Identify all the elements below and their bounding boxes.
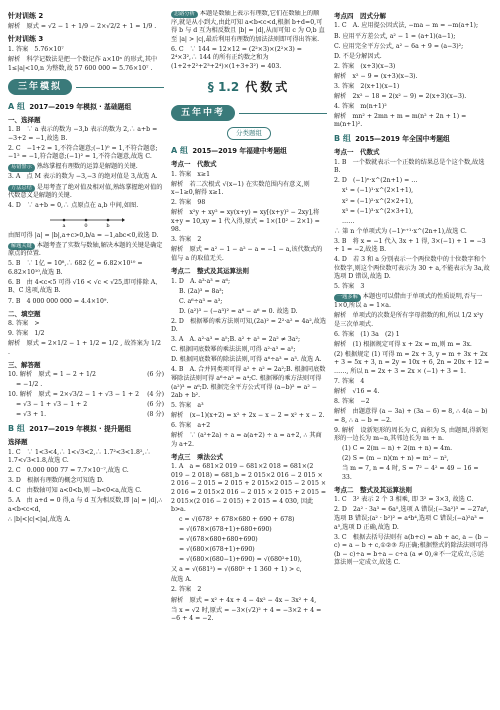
number-line-label: 0	[84, 223, 88, 229]
divider	[76, 87, 164, 88]
text-line: 2. D (−1)ⁿ·x^(2n+1) = …	[334, 177, 418, 185]
text-line: 解析 ∵ (a²+2a) ÷ a = a(a+2) ÷ a = a+2, ∴ 其商为 a+2.	[171, 432, 322, 448]
text-line: 7. 答案 4	[334, 377, 365, 385]
text-line: 8. 答案 −2	[334, 398, 370, 405]
topic-heading: 考点二 整式及其运算法则	[171, 267, 249, 276]
topic-heading: 考点二 整式及其运算法则	[334, 485, 412, 494]
text-line: 1. A a = 681×2 019 − 681×2 018 = 681×(2 019 − 2 018) = 681,b = 2 015×2 016 − 2 015 × 2 016 − 2 015 = 2 015 + 2 015×2 015 − 2 015 × 2 016 = 2 015×2 016 − 2 015 × 2 015 + 2 015 = 2 015×(2 016 − 2 015) + 2 015 = 4 030, 因此 b>a.	[171, 463, 327, 514]
text-line: (2) 根据规定 (1) 可得 m = 2x + 3, y = m + 3x + 2x + 3 = 5x + 3, n = 2y = 10x + 6, 2n = 20x + 12 = ……, 所以 n = 2x + 3 = 2x × (−1) + 3 = 1.	[334, 350, 490, 375]
text-line: 2. C −1+2 = 1,不符合题意;(−1)⁰ = 1,不符合题意;−1² = −1,符合题意;(−1)² = 1,不符合题意,故选 C.	[8, 144, 158, 161]
banner-label: 五年中考	[171, 105, 235, 121]
training-title: 针对训练 2	[8, 12, 44, 20]
chapter-number: § 1.2	[207, 79, 240, 94]
text-line: 故选 A.	[171, 576, 192, 584]
text-line: B. (2a)³ = 8a³;	[179, 287, 224, 295]
text-line: 4. C 由数轴可知 a<0<b,则 −b<0<a,故选 C.	[8, 487, 142, 495]
score-mark: (6 分)	[147, 401, 164, 409]
text-line: 2. D 2a² · 3a³ = 6a⁵,选项 A 错误;(−3a²)³ = −27a⁶,选项 B 错误;(a² · b²)² = a⁴b⁴,选项 C 错误;(−a)²a³ = a⁵,选项 D 正确,故选 D.	[334, 506, 489, 531]
text-line: 解析 原式 = a² − 1 − a² − a = −1 − a,该代数式的值与 a 的取值无关.	[171, 246, 323, 263]
solution-line: 10. 解析 原式 = 2×√3/2 − 1 + √3 − 1 + 2 (4 分)	[8, 391, 164, 399]
text-line: c = √(678² + 678×680 + 690 + 678)	[179, 516, 295, 524]
text-line: (2) S = (m − n)(m + n) = m² − n²,	[342, 455, 449, 463]
text-line: 2. D 根据幂的乘方法则可知,(2a)² = 2²·a² = 4a²,故选 D.	[171, 317, 327, 334]
text-line: C. 根据同底数幂的乘法法则,可得 a²·a³ = a⁵;	[171, 346, 296, 354]
text-line: 3. A 点 M 表示的数为 −3,−3 的绝对值是 3,故选 A.	[8, 173, 158, 181]
text-line: C. 应用完全平方公式, a² − 6a + 9 = (a−3)²;	[334, 42, 464, 50]
number-line-figure	[8, 214, 164, 228]
text-line: (1) C = 2(m − n) + 2(m + n) = 4m.	[342, 445, 453, 453]
text-line: 1. B ∵ a 表示的数为 −3,b 表示的数为 2,∴ a+b = −3+2 = −1,故选 B.	[8, 126, 158, 142]
tip-tag: 方法总结	[8, 185, 35, 192]
tip-note: 方法总结 是用考查了绝对值及相对值,熟练掌握绝对值的代数意义是解题的关键.	[8, 183, 163, 200]
text-line: D. (a²)³ − (−a³)² = a⁶ − a⁶ = 0. 故选 D.	[179, 307, 298, 315]
text-line: 又 a = √(681²) = √(680² + 1 360 + 1) > c,	[171, 566, 302, 574]
solution-line: = √3 + 1. (8 分)	[16, 411, 164, 419]
number-line-label: a	[62, 223, 66, 229]
text-line: 解析 x²y + xy² = xy(x+y) = xy[(x+y)² − 2xy],将 x+y = 10,xy = 1 代入得,原式 = 1×(10² − 2×1) = 98.	[171, 209, 320, 234]
text-line: D. 不是分解因式.	[334, 52, 382, 60]
category-label: 分类题组	[227, 127, 271, 140]
text-line: 4. B A. 合并同类项可得 a² + a² = 2a²;B. 根据同底数幂除法法则可得 a⁶÷a² = a⁴;C. 根据幂的乘方法则可得 (a²)³ = a⁶;D. 根据完全平方公式可得 (a−b)² = a² − 2ab + b².	[171, 366, 326, 400]
text-line: 9. 答案 1/2	[8, 330, 45, 338]
group-heading: B 组 2017—2019 年模拟 · 提升题组	[8, 424, 132, 434]
section-banner	[171, 105, 327, 121]
text-line: 3. B 将 x = −1 代入 3x + 1 得, 3×(−1) + 1 = −3 + 1 = −2,故选 B.	[334, 237, 486, 254]
text-line: 解析 原式 = 2×1/2 − 1 + 1/2 = 1/2 , 故答案为 1/2 .	[8, 340, 161, 356]
section-heading: 选择题	[8, 438, 28, 447]
text-line: B. 应用平方差公式, a² − 1 = (a+1)(a−1);	[334, 32, 456, 40]
tip-note: 思路分析 本题是数轴上表示有理数,它们在数轴上的顺序,就是从小到大,由此可知 a<b<c<d,根据 b+d=0,可得 b 与 d 互为相反数且 |b| = |d|,从而可知 c 为 O,b 直至 |a| > |c|,最后利用有理数的加法法则即可得出答案.	[171, 10, 325, 43]
group-heading: A 组 2017—2019 年模拟 · 基础题组	[8, 101, 132, 111]
section-heading: 二、填空题	[8, 309, 41, 318]
text-line: ……	[342, 217, 355, 225]
text-line: 6. B 由 4<c<5 可得 √16 < √c < √25,即可排除 A、B、C 选项,故选 B.	[8, 278, 162, 295]
text-line: = √(678×680+680+690)	[179, 536, 258, 544]
text-line: 6. 答案 a+2	[171, 422, 211, 430]
text-line: 当 m = 7, n = 4 时, S = 7² − 4² = 49 − 16 = 33.	[342, 465, 479, 481]
text-line: 解析 x² − 9 = (x+3)(x−3).	[334, 72, 418, 80]
column-right	[334, 10, 490, 704]
tip-note: 易错警示 熟练掌握有理数的运算是解题的关键.	[8, 163, 164, 172]
text-line: 解析 mn² + 2mn + m = m(n² + 2n + 1) = m(n+1)².	[334, 112, 467, 129]
banner-label: 三年模拟	[8, 79, 72, 95]
text-line: x¹ = (−1)¹·x^(2×1+1),	[342, 187, 414, 195]
chapter-title: 代数式	[245, 79, 291, 94]
solution-line: = √3 − 1 + √3 − 1 + 2 (6 分)	[16, 401, 164, 409]
tip-tag: 易错警示	[8, 164, 35, 171]
text-line: 9. 解析 设新矩形的周长为 C, 面积为 S, 由题图,得新矩形的一边长为 m−n,其邻边长为 m + n.	[334, 426, 488, 443]
topic-heading: 考点四 因式分解	[334, 12, 386, 20]
training-title: 针对训练 3	[8, 35, 44, 44]
text-line: 1. 答案 x≥1	[171, 170, 211, 178]
text-line: 1. 答案 5.76×10⁷	[8, 46, 64, 54]
chapter-heading	[171, 79, 327, 96]
number-line-svg	[46, 214, 126, 228]
text-line: = √(678×(678+1)+680+690)	[179, 526, 272, 534]
text-line: 解析 单项式的次数是所有字母指数的和,所以 1/2 x²y 是三次单项式.	[334, 312, 484, 328]
text-line: 2. 答案 98	[171, 199, 206, 207]
text-line: 1. C 3² 表示 2 个 3 相乘, 即 3² = 3×3, 故选 C.	[334, 496, 474, 504]
score-mark: (8 分)	[147, 411, 164, 419]
text-line: 8. 答案 >	[8, 320, 40, 328]
text-line: 由图可得 |a| = |b|,a+c>0,b/a = −1,abc<0,故选 D.	[8, 231, 159, 239]
section-banner	[8, 79, 164, 95]
text-line: ∴ |b|<|c|<|a|,故选 A.	[8, 516, 71, 524]
text-line: = √(680×(680−1)+690) = √(680²+10),	[179, 556, 302, 564]
solution-line: 10. 解析 原式 = 1 − 2 + 1/2 (6 分)	[8, 371, 164, 379]
text-line: 3. C 根据去括号法则有 a(b+c) = ab + ac, a − (b − c) = a − b + c,①②③ 均正确;根据整式的除法法则可得 (b − c)÷a = b÷a − c÷a (a ≠ 0),④不一定成立,⑤运算法则一定成立,故选 C.	[334, 533, 489, 567]
tip-tag: 解题关键	[8, 243, 35, 250]
column-left	[8, 10, 164, 704]
text-line: x² = (−1)²·x^(2×2+1),	[342, 197, 414, 205]
group-heading: B 组 2015—2019 年全国中考题组	[334, 134, 450, 144]
text-line: 1. C A. 应用提公因式法, −ma − m = −m(a+1);	[334, 22, 479, 30]
text-line: 1. B 一个数就表示一个正数的结果总是个这个数,故选 B.	[334, 158, 485, 175]
section-heading: 一、选择题	[8, 115, 41, 124]
text-line: 5. A 由 a+d = 0 得,a 与 d 互为相反数,即 |a| = |d|,∴ a<b<c<d,	[8, 497, 163, 514]
text-line: 5. 答案 a³	[171, 402, 204, 410]
tip-note: 一题多解 本题也可以借由于单项式的性质说明,否与一1×0,所以 a = 1×a.	[334, 293, 483, 310]
text-line: 5. B ∵ 1亿 = 10⁸,∴ 682 亿 = 6.82×10¹⁰ = 6.82×10¹⁰,故选 B.	[8, 260, 143, 276]
text-line: 解析 原式 = √2 − 1 + 1/9 − 2×√2/2 + 1 = 1/9 .	[8, 23, 157, 31]
text-line: C. a⁶÷a³ = a³;	[179, 297, 223, 305]
text-line: 6. 答案 (1) 3a (2) 1	[334, 330, 400, 338]
topic-heading: 考点一 代数式	[171, 160, 217, 169]
text-line: 解析 (1) 根据规定可得 x + 2x = m,则 m = 3x.	[334, 340, 472, 348]
text-line: 解析 2x² − 18 = 2(x² − 9) = 2(x+3)(x−3).	[334, 92, 467, 100]
text-line: 解析 由题意得 (a − 3a) + (3a − 6) = 8, ∴ 4(a − b) = 8, ∴ a − b = −2.	[334, 408, 488, 424]
text-line: x³ = (−1)³·x^(2×3+1),	[342, 207, 414, 215]
tip-tag: 一题多解	[334, 294, 361, 301]
text-line: ∴ 第 n 个单项式为 (−1)ⁿ⁺¹·x^(2n+1),故选 C.	[334, 227, 467, 235]
text-line: 6. C ∵ 144 = 12×12 = (2²×3)×(2²×3) = 2⁴×3²,∴ 144 的所有正约数之和为 (1+2+2²+2³+2⁴)×(1+3+3²) = 403.	[171, 45, 302, 70]
text-line: 2. C 0.000 000 77 = 7.7×10⁻⁷,故选 C.	[8, 467, 129, 475]
text-line: 3. D 根据有理数的概念可知选 D.	[8, 477, 104, 485]
text-line: 4. D 若 3 和 a 分别表示一个两位数中的十位数字和个位数字,则这个两位数可表示为 30 + a,不能表示为 3a,故选项 D 错误,故选 D.	[334, 256, 490, 281]
text-line: 解析 若二次根式 √(x−1) 在实数范围内有意义,则 x−1≥0,解得 x≥1.	[171, 180, 310, 197]
text-line: 3. 答案 2(x+1)(x−1)	[334, 82, 400, 90]
text-line: = √(680×(678+1)+690)	[179, 546, 255, 554]
text-line: 1. D A. a³·a³ = a⁶;	[171, 277, 231, 285]
group-heading: A 组 2015—2019 年福建中考题组	[171, 146, 287, 156]
text-line: 1. C ∵ 1<3<4,∴ 1<√3<2,∴ 1.7²<3<1.8²,∴ 1.7<√3<1.8,故选 C.	[8, 448, 151, 465]
text-line: 3. 答案 2	[171, 236, 202, 244]
tip-tag: 思路分析	[171, 11, 198, 18]
number-line-label: b	[106, 223, 110, 229]
text-line: 解析 科学记数法是把一个数记作 a×10ⁿ 的形式,其中 1≤|a|<10,n 为整数,故 57 600 000 = 5.76×10⁷ .	[8, 56, 158, 72]
solution-line: = −1/2 .	[16, 381, 43, 389]
column-middle	[171, 10, 327, 704]
text-line: D. 根据同底数幂的除法法则,可得 a⁶÷a³ = a³. 故选 A.	[171, 356, 322, 364]
text-line: 5. 答案 3	[334, 283, 365, 291]
tip-note: 解题关键 本题考查了实数与数轴,解决本题的关键是确定原点的位置.	[8, 241, 163, 258]
text-line: 解析 (x−1)(x+2) = x² + 2x − x − 2 = x² + x − 2.	[171, 412, 325, 420]
text-line: 2. 答案 2	[171, 586, 202, 594]
text-line: 4. D ∵ a+b = 0,∴ 点原点在 a,b 中间,如图.	[8, 202, 139, 210]
text-line: 7. B 4 000 000 000 = 4.4×10⁹.	[8, 297, 109, 305]
text-line: 当 x = √2 时,原式 = −3×(√2)² + 4 = −3×2 + 4 = −6 + 4 = −2.	[171, 606, 322, 623]
text-line: 解析 √16 = 4.	[334, 387, 380, 395]
section-heading: 三、解答题	[8, 360, 41, 369]
topic-heading: 考点三 乘法公式	[171, 452, 223, 461]
topic-heading: 考点一 代数式	[334, 148, 380, 157]
text-line: 解析 原式 = x² + 4x + 4 − 4x² − 4x − 3x² + 4,	[171, 596, 317, 604]
score-mark: (4 分)	[147, 391, 164, 399]
text-line: 4. 答案 m(n+1)²	[334, 102, 387, 110]
text-line: 3. A A. a²·a³ = a⁵;B. a² + a² = 2a² ≠ 3a²;	[171, 336, 301, 344]
text-line: 2. 答案 (x+3)(x−3)	[334, 62, 396, 70]
divider	[239, 113, 327, 114]
score-mark: (6 分)	[147, 371, 164, 379]
